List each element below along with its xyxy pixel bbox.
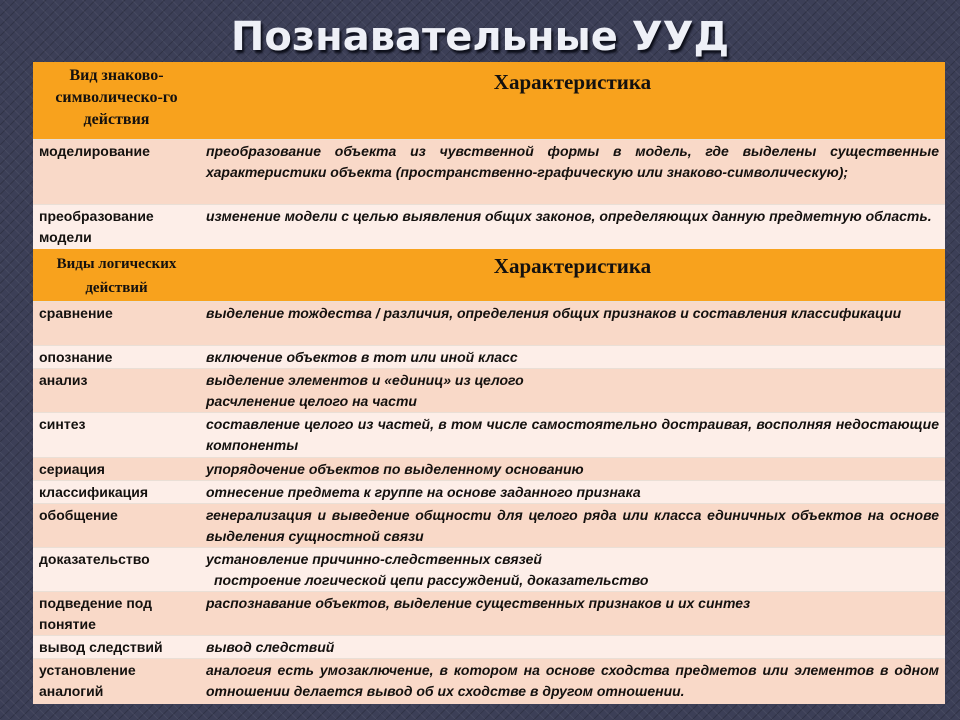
row-description-line: установление причинно-следственных связей: [206, 550, 542, 567]
page-title: Познавательные УУД: [230, 14, 730, 60]
table-row: [33, 547, 945, 591]
row-description: изменение модели с целью выявления общих законов, определяющих данную предметную область.: [200, 204, 945, 249]
row-term: вывод следствий: [33, 635, 200, 658]
table-row: [33, 204, 945, 249]
row-description: вывод следствий: [200, 635, 945, 658]
row-term: синтез: [33, 412, 200, 457]
row-description: генерализация и выведение общности для целого ряда или класса единичных объектов на основе выделения сущностной связи: [200, 503, 945, 547]
row-term: установление аналогий: [33, 658, 200, 704]
row-description-line: расчленение целого на части: [206, 392, 417, 409]
section1-header-col2: Характеристика: [200, 62, 945, 139]
row-description: [200, 547, 945, 591]
row-term: сравнение: [33, 301, 200, 345]
row-description: отнесение предмета к группе на основе заданного признака: [200, 480, 945, 503]
table-row: [33, 635, 945, 658]
uud-table: [33, 62, 945, 704]
section2-header-row: [33, 249, 945, 301]
row-term: доказательство: [33, 547, 200, 591]
section1-header-row: [33, 62, 945, 139]
table-row: [33, 658, 945, 704]
row-description-line: выделение элементов и «единиц» из целого: [206, 371, 524, 388]
row-description: упорядочение объектов по выделенному основанию: [200, 457, 945, 480]
table-row: [33, 345, 945, 368]
row-description: преобразование объекта из чувственной формы в модель, где выделены существенные характеристики объекта (пространственно-графическую или знаково-символическую);: [200, 139, 945, 204]
row-description: составление целого из частей, в том числе самостоятельно достраивая, восполняя недостающие компоненты: [200, 412, 945, 457]
row-term: анализ: [33, 368, 200, 412]
row-description: распознавание объектов, выделение существенных признаков и их синтез: [200, 591, 945, 635]
table-row: [33, 503, 945, 547]
row-description: включение объектов в тот или иной класс: [200, 345, 945, 368]
table-row: [33, 480, 945, 503]
row-term: подведение под понятие: [33, 591, 200, 635]
row-term: классификация: [33, 480, 200, 503]
row-description: выделение тождества / различия, определения общих признаков и составления классификации: [200, 301, 945, 345]
row-term: преобразование модели: [33, 204, 200, 249]
row-description-line: построение логической цепи рассуждений, доказательство: [214, 571, 649, 588]
table-row: [33, 412, 945, 457]
section2-header-col2: Характеристика: [200, 249, 945, 301]
row-term: сериация: [33, 457, 200, 480]
table-row: [33, 457, 945, 480]
row-term: моделирование: [33, 139, 200, 204]
section2-header-col1: Виды логических действий: [33, 249, 200, 301]
table-row: [33, 368, 945, 412]
row-term: обобщение: [33, 503, 200, 547]
table-row: [33, 591, 945, 635]
table-row: [33, 301, 945, 345]
row-description: [200, 368, 945, 412]
row-term: опознание: [33, 345, 200, 368]
table-row: [33, 139, 945, 204]
row-description: аналогия есть умозаключение, в котором на основе сходства предметов или элементов в одном отношении делается вывод об их сходстве в другом отношении.: [200, 658, 945, 704]
section1-header-col1: Вид знаково-символическо-го действия: [33, 62, 200, 139]
